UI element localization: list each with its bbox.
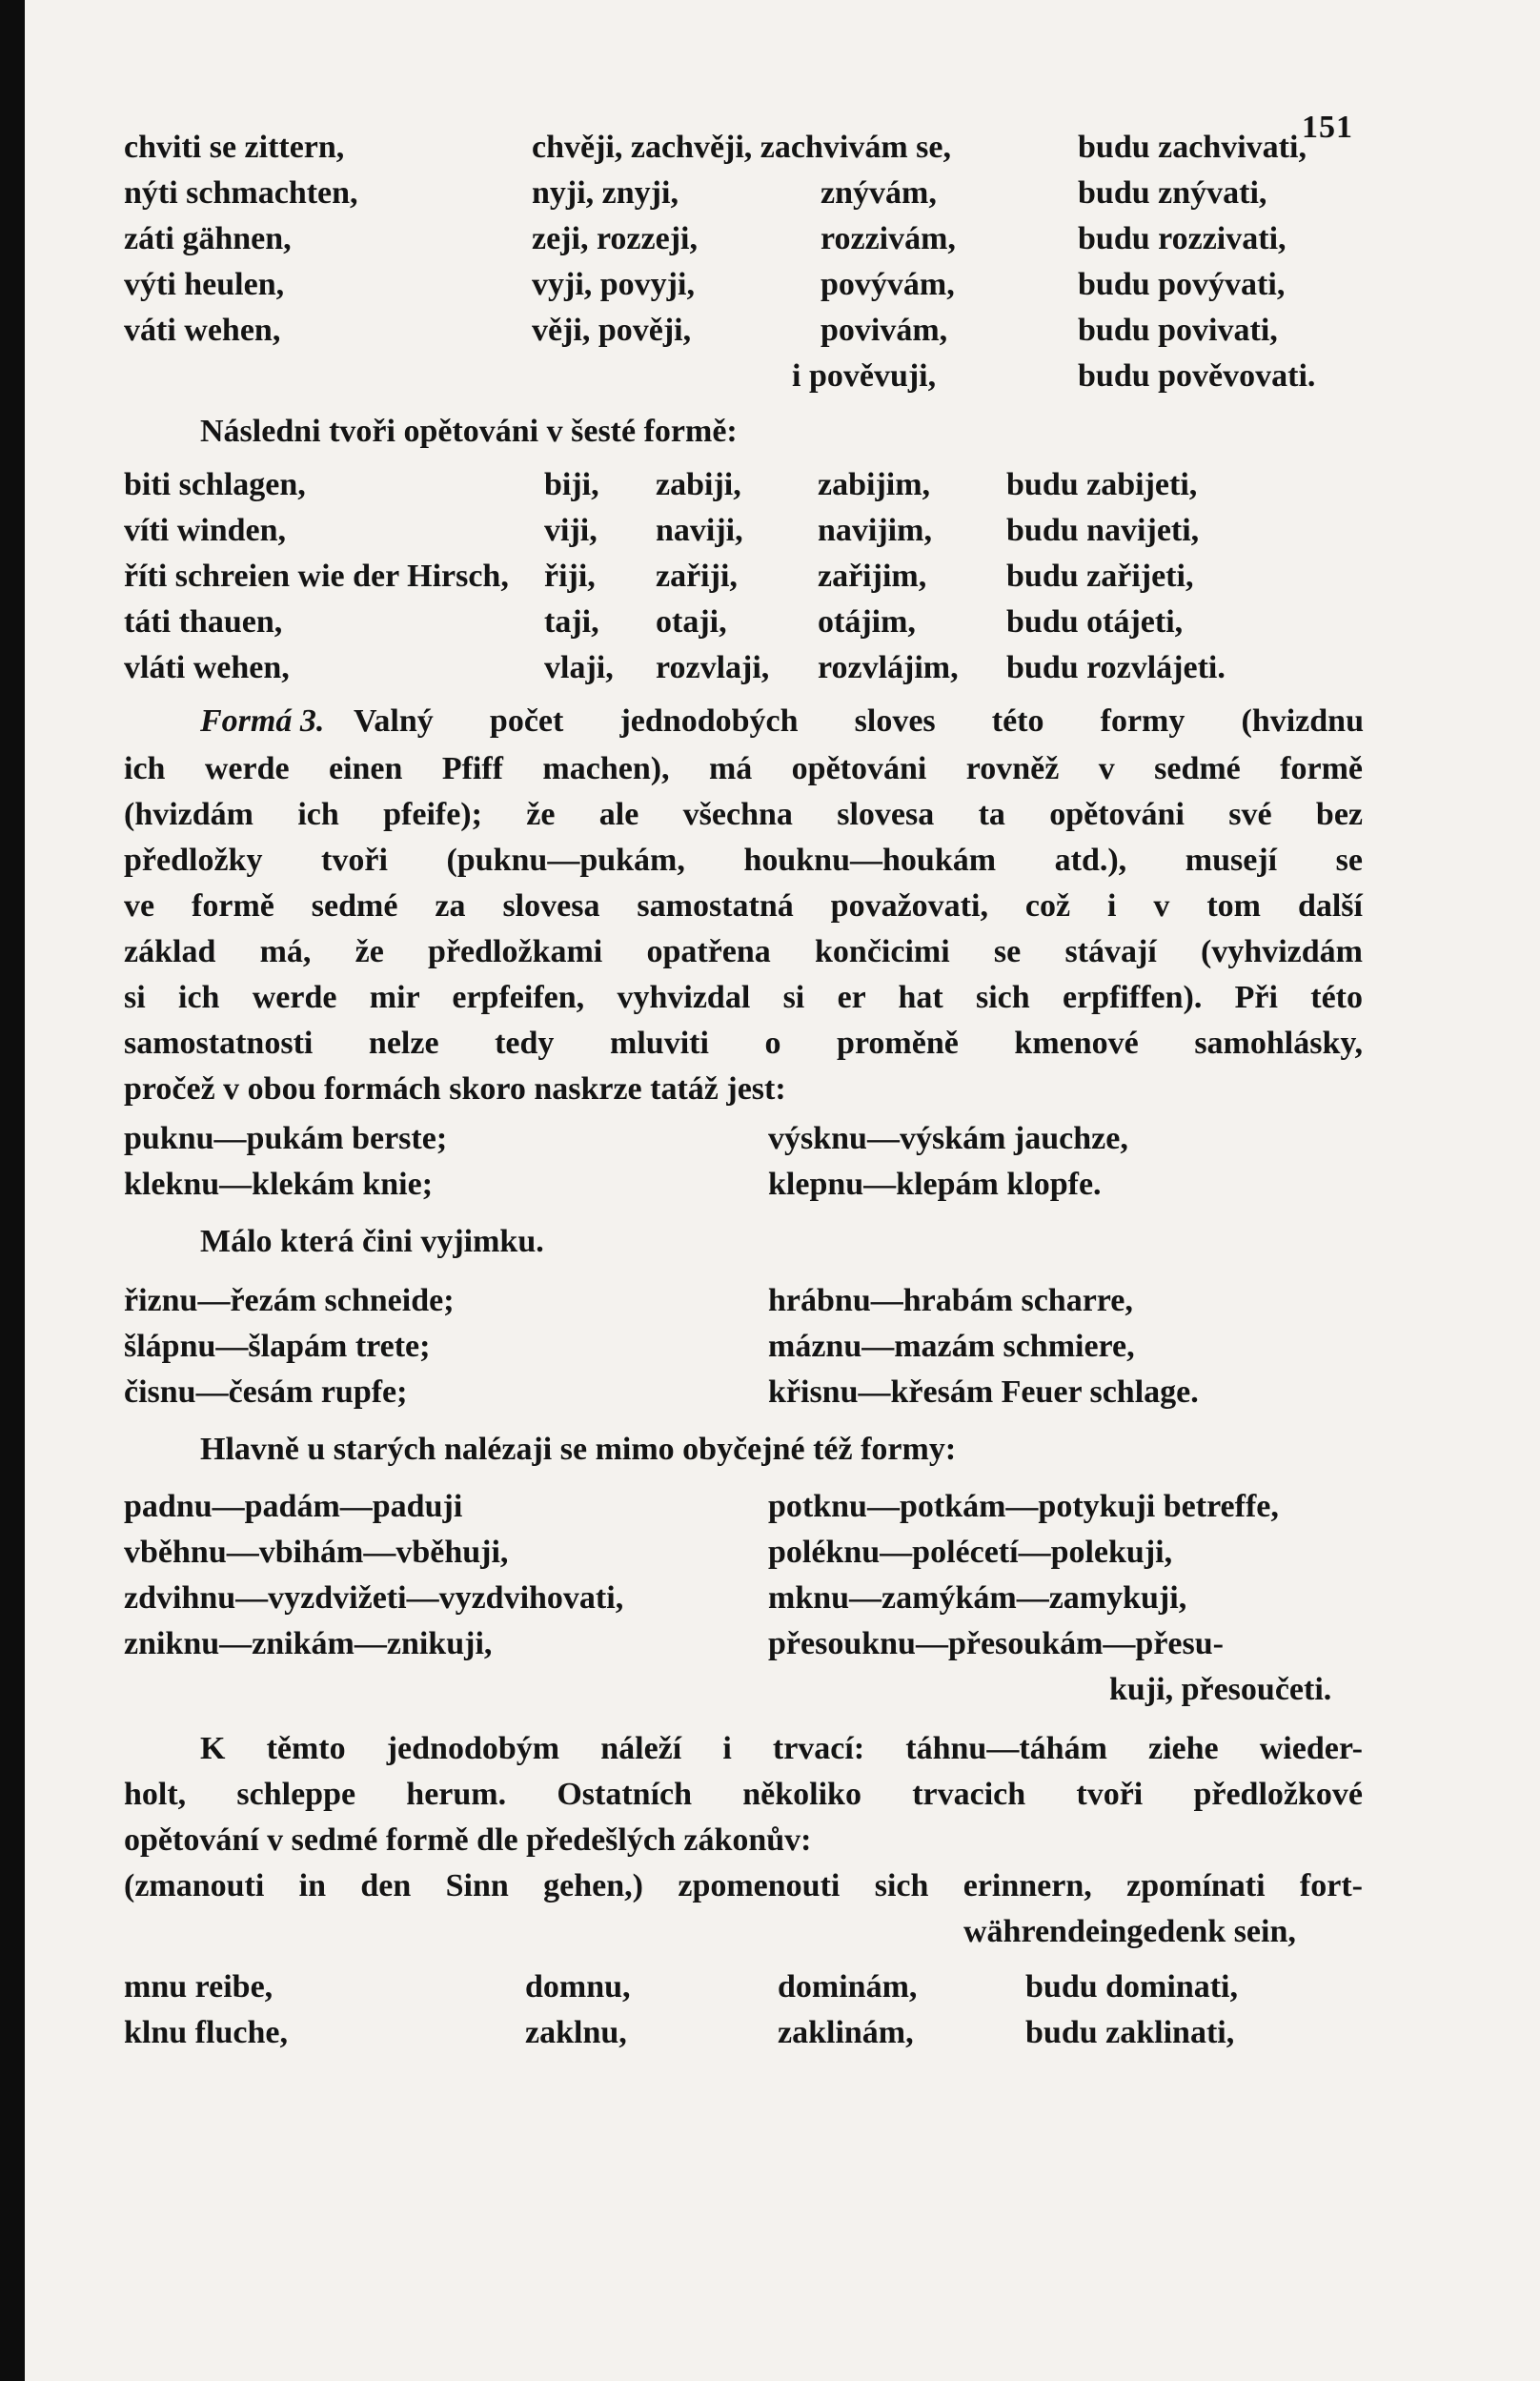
verb-row-6-iterative: i pověvuji, xyxy=(792,358,937,394)
verb2-row-3-future: budu zařijeti, xyxy=(1006,559,1194,594)
verb2-row-5-present: vlaji, xyxy=(544,650,614,685)
verb-row-4-future: budu povývati, xyxy=(1078,267,1286,302)
verb2-row-1-infinitive: biti schlagen, xyxy=(124,467,306,502)
verb2-row-5-future: budu rozvlájeti. xyxy=(1006,650,1226,685)
verb3-row-2-infinitive: klnu fluche, xyxy=(124,2015,288,2050)
verb2-row-5-iterative: rozvlájim, xyxy=(818,650,959,685)
pair1-row-2-right: klepnu—klepám klopfe. xyxy=(768,1167,1102,1202)
verb3-row-1-future: budu dominati, xyxy=(1025,1969,1238,2005)
para1-line-4: předložky tvoři (puknu—pukám, houknu—houkám atd.), musejí se xyxy=(124,843,1363,878)
verb-row-5-infinitive: váti wehen, xyxy=(124,313,281,348)
para2-line-2: holt, schleppe herum. Ostatních několiko trvacich tvoři předložkové xyxy=(124,1777,1363,1812)
verb3-row-2-future: budu zaklinati, xyxy=(1025,2015,1235,2050)
verb-row-4-iterative: povývám, xyxy=(821,267,955,302)
verb3-row-2-iterative: zaklinám, xyxy=(778,2015,914,2050)
verb2-row-3-infinitive: říti schreien wie der Hirsch, xyxy=(124,559,509,594)
forma-label-text: Formá 3. xyxy=(200,703,325,739)
verb-row-1-infinitive: chviti se zittern, xyxy=(124,130,345,165)
verb2-row-3-perfective: zařiji, xyxy=(656,559,738,594)
pair3-tail: kuji, přesoučeti. xyxy=(1109,1672,1332,1707)
verb-row-3-future: budu rozzivati, xyxy=(1078,221,1287,256)
pair3-row-3-right: mknu—zamýkám—zamykuji, xyxy=(768,1580,1187,1616)
pair2-row-1-right: hrábnu—hrabám scharre, xyxy=(768,1283,1133,1318)
verb-row-3-infinitive: záti gähnen, xyxy=(124,221,292,256)
verb2-row-5-perfective: rozvlaji, xyxy=(656,650,770,685)
verb2-row-5-infinitive: vláti wehen, xyxy=(124,650,290,685)
verb2-row-1-iterative: zabijim, xyxy=(818,467,931,502)
para2-line-3: opětování v sedmé formě dle předešlých zákonův: xyxy=(124,1822,812,1858)
para2-line-4: (zmanouti in den Sinn gehen,) zpomenouti sich erinnern, zpomínati fort- xyxy=(124,1868,1363,1903)
verb3-row-1-iterative: dominám, xyxy=(778,1969,918,2005)
page-number: 151 xyxy=(1302,110,1353,145)
verb2-row-2-infinitive: víti winden, xyxy=(124,513,287,548)
pair1-row-2-left: kleknu—klekám knie; xyxy=(124,1167,434,1202)
verb-row-2-future: budu znývati, xyxy=(1078,175,1267,211)
para2-line-5: währendeingedenk sein, xyxy=(963,1914,1296,1949)
verb2-row-1-perfective: zabiji, xyxy=(656,467,741,502)
scan-dark-edge xyxy=(0,0,25,2381)
verb-row-3-forms: zeji, rozzeji, xyxy=(532,221,698,256)
pair3-row-4-left: zniknu—znikám—znikuji, xyxy=(124,1626,493,1661)
pair2-row-3-right: křisnu—křesám Feuer schlage. xyxy=(768,1374,1199,1410)
pair3-row-1-right: potknu—potkám—potykuji betreffe, xyxy=(768,1489,1279,1524)
pair3-row-3-left: zdvihnu—vyzdvižeti—vyzdvihovati, xyxy=(124,1580,624,1616)
verb2-row-3-present: řiji, xyxy=(544,559,596,594)
pair2-row-2-left: šlápnu—šlapám trete; xyxy=(124,1329,431,1364)
pair2-row-3-left: čisnu—česám rupfe; xyxy=(124,1374,408,1410)
book-page xyxy=(25,0,1540,2381)
pair3-row-2-left: vběhnu—vbihám—vběhuji, xyxy=(124,1535,509,1570)
para1-line-5: ve formě sedmé za slovesa samostatná považovati, což i v tom další xyxy=(124,888,1363,924)
verb2-row-4-iterative: otájim, xyxy=(818,604,916,640)
verb3-row-1-perfective: domnu, xyxy=(525,1969,631,2005)
para1-line-3: (hvizdám ich pfeife); že ale všechna slovesa ta opětováni své bez xyxy=(124,797,1363,832)
pair1-row-1-left: puknu—pukám berste; xyxy=(124,1121,448,1156)
pair2-row-1-left: řiznu—řezám schneide; xyxy=(124,1283,455,1318)
verb-row-6-future: budu pověvovati. xyxy=(1078,358,1316,394)
pair1-row-1-right: výsknu—výskám jauchze, xyxy=(768,1121,1128,1156)
para1-line-6: základ má, že předložkami opatřena končicimi se stávají (vyhvizdám xyxy=(124,934,1363,969)
para1-line-8: samostatnosti nelze tedy mluviti o proměně kmenové samohlásky, xyxy=(124,1026,1363,1061)
para1-line-2: ich werde einen Pfiff machen), má opětováni rovněž v sedmé formě xyxy=(124,751,1363,786)
pair3-row-4-right: přesouknu—přesoukám—přesu- xyxy=(768,1626,1224,1661)
verb-row-1-forms: chvěji, zachvěji, zachvivám se, xyxy=(532,130,951,165)
forma-label xyxy=(200,705,324,738)
verb-row-2-iterative: znývám, xyxy=(821,175,937,211)
verb2-row-2-present: viji, xyxy=(544,513,598,548)
verb2-row-1-future: budu zabijeti, xyxy=(1006,467,1198,502)
verb3-row-1-infinitive: mnu reibe, xyxy=(124,1969,274,2005)
para1-line-9: pročež v obou formách skoro naskrze tatáž jest: xyxy=(124,1071,786,1107)
pair3-row-1-left: padnu—padám—paduji xyxy=(124,1489,463,1524)
verb2-row-4-infinitive: táti thauen, xyxy=(124,604,283,640)
verb2-row-2-iterative: navijim, xyxy=(818,513,932,548)
heading-hlavne: Hlavně u starých nalézaji se mimo obyčejné též formy: xyxy=(200,1432,957,1467)
verb2-row-4-future: budu otájeti, xyxy=(1006,604,1184,640)
verb-row-5-iterative: povivám, xyxy=(821,313,948,348)
verb-row-5-forms: věji, pověji, xyxy=(532,313,692,348)
verb-row-5-future: budu povivati, xyxy=(1078,313,1278,348)
verb2-row-4-perfective: otaji, xyxy=(656,604,727,640)
verb-row-4-forms: vyji, povyji, xyxy=(532,267,695,302)
heading-sixth-form: Následni tvoři opětováni v šesté formě: xyxy=(200,414,738,449)
verb-row-2-infinitive: nýti schmachten, xyxy=(124,175,358,211)
para1-line-7: si ich werde mir erpfeifen, vyhvizdal si er hat sich erpfiffen). Při této xyxy=(124,980,1363,1015)
verb2-row-2-perfective: naviji, xyxy=(656,513,743,548)
pair3-row-2-right: poléknu—polécetí—polekuji, xyxy=(768,1535,1173,1570)
verb-row-1-future: budu zachvivati, xyxy=(1078,130,1307,165)
heading-malo: Málo která čini vyjimku. xyxy=(200,1224,544,1259)
verb2-row-3-iterative: zařijim, xyxy=(818,559,927,594)
pair2-row-2-right: máznu—mazám schmiere, xyxy=(768,1329,1135,1364)
verb-row-4-infinitive: výti heulen, xyxy=(124,267,285,302)
verb-row-2-forms: nyji, znyji, xyxy=(532,175,679,211)
para2-line-1: K těmto jednodobým náleží i trvací: táhnu—táhám ziehe wieder- xyxy=(200,1731,1363,1766)
para1-line-1: Valný počet jednodobých sloves této formy (hvizdnu xyxy=(354,703,1364,739)
verb-row-3-iterative: rozzivám, xyxy=(821,221,956,256)
verb2-row-2-future: budu navijeti, xyxy=(1006,513,1200,548)
verb3-row-2-perfective: zaklnu, xyxy=(525,2015,627,2050)
verb2-row-1-present: biji, xyxy=(544,467,599,502)
verb2-row-4-present: taji, xyxy=(544,604,599,640)
